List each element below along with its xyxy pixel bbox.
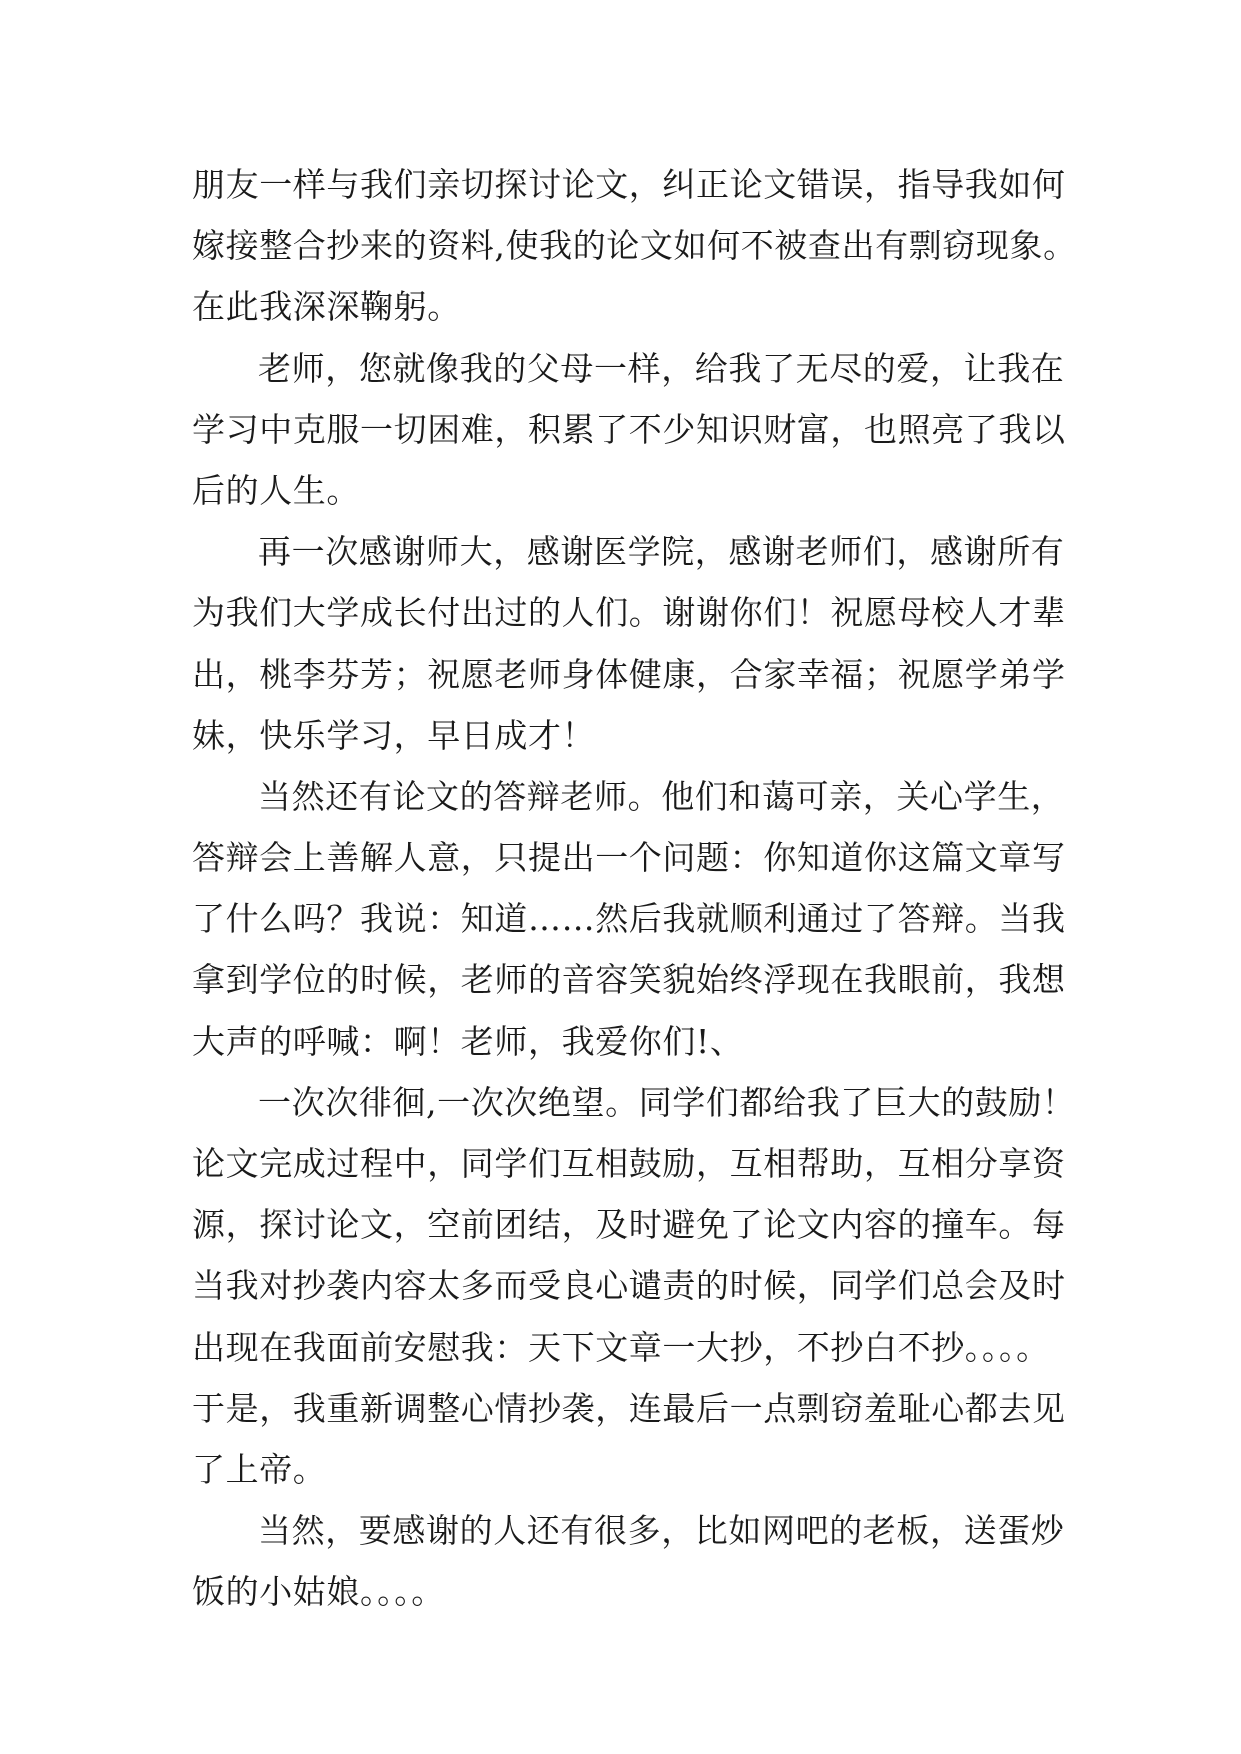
text-line: 了上帝。	[192, 1449, 327, 1489]
text-line: 学习中克服一切困难，积累了不少知识财富，也照亮了我以	[192, 409, 1066, 449]
text-line: 出现在我面前安慰我：天下文章一大抄，不抄白不抄。。。。	[192, 1327, 1050, 1367]
paragraph-first-line: 当然还有论文的答辩老师。他们和蔼可亲，关心学生，	[258, 776, 1065, 816]
text-line: 源，探讨论文，空前团结，及时避免了论文内容的撞车。每	[192, 1205, 1066, 1245]
text-line: 朋友一样与我们亲切探讨论文，纠正论文错误，指导我如何	[192, 165, 1066, 204]
text-line: 嫁接整合抄来的资料,使我的论文如何不被查出有剽窃现象。	[192, 226, 1077, 266]
text-line: 出，桃李芬芳；祝愿老师身体健康，合家幸福；祝愿学弟学	[192, 654, 1066, 694]
text-line: 于是，我重新调整心情抄袭，连最后一点剽窃羞耻心都去见	[192, 1388, 1066, 1428]
paragraph-first-line: 当然，要感谢的人还有很多，比如网吧的老板，送蛋炒	[258, 1511, 1065, 1551]
body-text	[192, 154, 1077, 1623]
text-line: 当我对抄袭内容太多而受良心谴责的时候，同学们总会及时	[192, 1266, 1066, 1306]
text-line: 为我们大学成长付出过的人们。谢谢你们！祝愿母校人才辈	[192, 593, 1066, 633]
text-line: 了什么吗？我说：知道……然后我就顺利通过了答辩。当我	[192, 899, 1066, 939]
text-line: 论文完成过程中，同学们互相鼓励，互相帮助，互相分享资	[192, 1144, 1066, 1183]
text-line: 拿到学位的时候，老师的音容笑貌始终浮现在我眼前，我想	[192, 960, 1066, 1000]
text-line: 答辩会上善解人意，只提出一个问题：你知道你这篇文章写	[192, 838, 1066, 878]
text-line: 后的人生。	[192, 470, 360, 510]
paragraph-first-line: 再一次感谢师大，感谢医学院，感谢老师们，感谢所有	[258, 532, 1065, 572]
text-line: 在此我深深鞠躬。	[192, 287, 461, 327]
text-line: 饭的小姑娘。。。。	[192, 1572, 445, 1612]
paragraph-first-line: 一次次徘徊,一次次绝望。同学们都给我了巨大的鼓励！	[258, 1082, 1076, 1122]
paragraph-first-line: 老师，您就像我的父母一样，给我了无尽的爱，让我在	[258, 348, 1065, 388]
text-line: 大声的呼喊：啊！老师，我爱你们!、	[192, 1021, 744, 1061]
text-line: 妹，快乐学习，早日成才！	[192, 715, 596, 755]
